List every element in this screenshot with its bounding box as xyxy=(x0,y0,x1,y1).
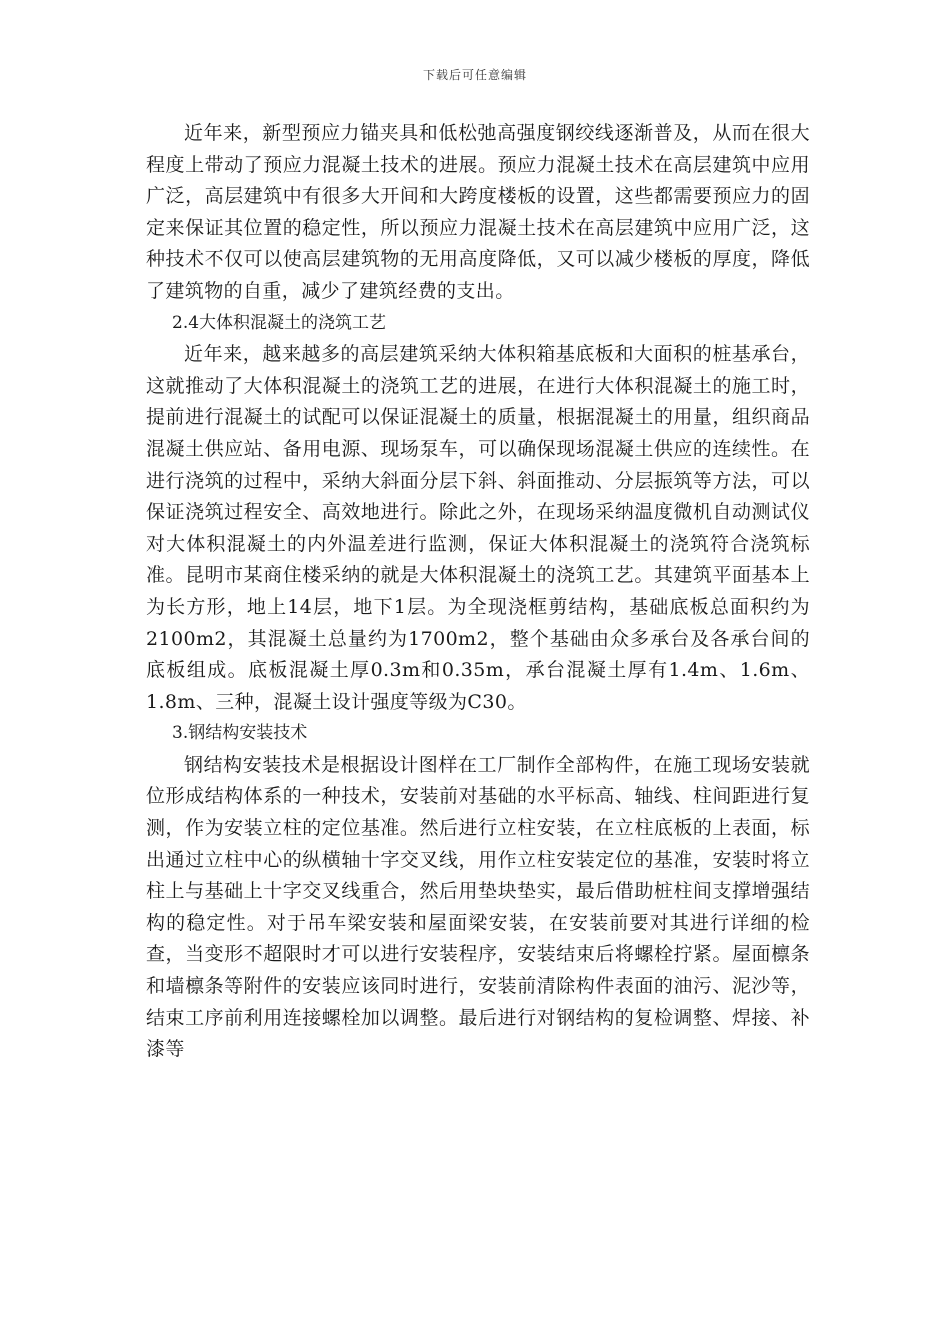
section-heading-mass-concrete: 2.4大体积混凝土的浇筑工艺 xyxy=(172,312,387,333)
paragraph-prestressed-concrete: 近年来，新型预应力锚夹具和低松弛高强度钢绞线逐渐普及，从而在很大程度上带动了预应力混凝土技术的进展。预应力混凝土技术在高层建筑中应用广泛，高层建筑中有很多大开间和大跨度楼板的设置，这些都需要预应力的固定来保证其位置的稳定性，所以预应力混凝土技术在高层建筑中应用广泛，这种技术不仅可以使高层建筑物的无用高度降低，又可以减少楼板的厚度，降低了建筑物的自重，减少了建筑经费的支出。 xyxy=(146,122,810,302)
header-note: 下载后可任意编辑 xyxy=(422,68,527,82)
body-text xyxy=(146,118,810,1066)
paragraph-steel-structure: 钢结构安装技术是根据设计图样在工厂制作全部构件，在施工现场安装就位形成结构体系的一种技术，安装前对基础的水平标高、轴线、柱间距进行复测，作为安装立柱的定位基准。然后进行立柱安装，在立柱底板的上表面，标出通过立柱中心的纵横轴十字交叉线，用作立柱安装定位的基准，安装时将立柱上与基础上十字交叉线重合，然后用垫块垫实，最后借助桩柱间支撑增强结构的稳定性。对于吊车梁安装和屋面梁安装，在安装前要对其进行详细的检查，当变形不超限时才可以进行安装程序，安装结束后将螺栓拧紧。屋面檩条和墙檩条等附件的安装应该同时进行，安装前清除构件表面的油污、泥沙等，结束工序前利用连接螺栓加以调整。最后进行对钢结构的复检调整、焊接、补漆等 xyxy=(146,753,810,1061)
section-heading-steel-structure: 3.钢结构安装技术 xyxy=(172,723,308,744)
paragraph-mass-concrete: 近年来，越来越多的高层建筑采纳大体积箱基底板和大面积的桩基承台，这就推动了大体积混凝土的浇筑工艺的进展，在进行大体积混凝土的施工时，提前进行混凝土的试配可以保证混凝土的质量，根据混凝土的用量，组织商品混凝土供应站、备用电源、现场泵车，可以确保现场混凝土供应的连续性。在进行浇筑的过程中，采纳大斜面分层下斜、斜面推动、分层振筑等方法，可以保证浇筑过程安全、高效地进行。除此之外，在现场采纳温度微机自动测试仪对大体积混凝土的内外温差进行监测，保证大体积混凝土的浇筑符合浇筑标准。昆明市某商住楼采纳的就是大体积混凝土的浇筑工艺。其建筑平面基本上为长方形，地上14层，地下1层。为全现浇框剪结构，基础底板总面积约为2100m2，其混凝土总量约为1700m2，整个基础由众多承台及各承台间的底板组成。底板混凝土厚0.3m和0.35m，承台混凝土厚有1.4m、1.6m、1.8m、三种，混凝土设计强度等级为C30。 xyxy=(146,343,810,713)
